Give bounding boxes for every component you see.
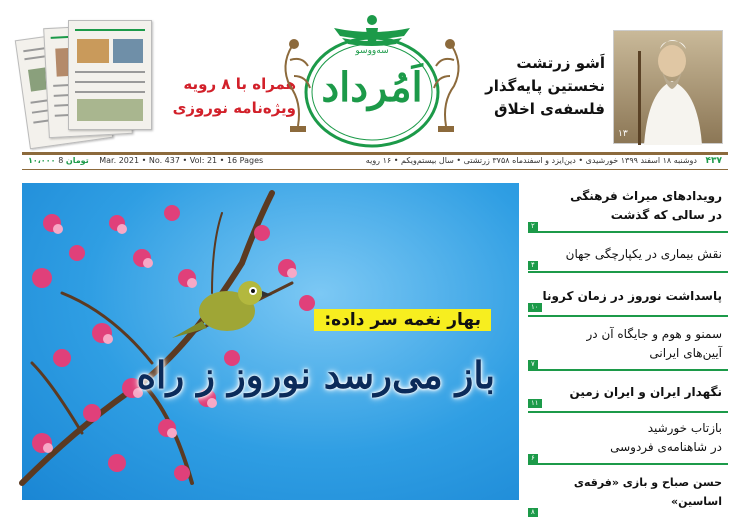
- sidebar-item[interactable]: [528, 187, 728, 230]
- portrait-page-number: ۱۳: [618, 129, 628, 139]
- zarathustra-line: فلسفه‌ی اخلاق: [494, 100, 605, 118]
- sidebar-item[interactable]: [528, 325, 728, 368]
- sidebar-item[interactable]: [528, 473, 728, 516]
- amordad-logo[interactable]: [272, 6, 472, 152]
- page-number-badge: ۱۰: [528, 303, 542, 312]
- page-number-badge: ۴: [528, 261, 538, 270]
- blossom-branch-illustration: [22, 183, 519, 500]
- newspaper-title: اَمُرداد: [321, 64, 423, 111]
- divider: [528, 369, 728, 371]
- hero-subtitle: بهار نغمه سر داده:: [314, 309, 491, 331]
- masthead: [0, 0, 750, 152]
- hero-headline: باز می‌رسد نوروز ز راه: [136, 353, 495, 397]
- sidebar-item-line: نقش بیماری در یکپارچگی جهان: [565, 247, 722, 261]
- sidebar-item[interactable]: [528, 287, 728, 311]
- divider: [528, 463, 728, 465]
- sidebar-item-line: در شاهنامه‌ی فردوسی: [610, 440, 722, 454]
- sidebar-item-line: پاسداشت نوروز در زمان کرونا: [542, 289, 722, 303]
- logo-small-text: سه‌ووسو: [355, 46, 389, 56]
- sidebar-item[interactable]: [528, 383, 728, 407]
- zarathustra-line: اَشو زرتشت: [516, 54, 605, 72]
- zarathustra-headline[interactable]: [455, 52, 605, 121]
- promo-line: همراه با ۸ رویه: [183, 75, 296, 93]
- info-left: [28, 156, 263, 165]
- sidebar-item[interactable]: [528, 419, 728, 462]
- sidebar-item-line: رویدادهای میراث فرهنگی: [570, 189, 722, 203]
- persian-date-info: دوشنبه ۱۸ اسفند ۱۳۹۹ خورشیدی • دین‌ایزد و اسفندماه ۳۷۵۸ زرتشتی • سال بیستم‌ویکم • ۱۶ رویه: [365, 156, 697, 165]
- sidebar-item-line: آیین‌های ایرانی: [649, 346, 722, 360]
- divider: [528, 411, 728, 413]
- divider: [528, 231, 728, 233]
- hero-image[interactable]: [22, 183, 519, 500]
- issue-number: ۴۳۷: [705, 156, 722, 166]
- newspaper-stack-image: [22, 20, 154, 142]
- zarathustra-line: نخستین پایه‌گذار: [485, 77, 605, 95]
- page-number-badge: ۲: [528, 222, 538, 231]
- page-number-badge: ۶: [528, 454, 538, 463]
- sidebar-item-line: نگهدار ایران و ایران زمین: [569, 385, 722, 399]
- sidebar-item-line: در سالی که گذشت: [610, 208, 722, 222]
- zarathustra-portrait[interactable]: [613, 30, 723, 144]
- sidebar-item-line: سمنو و هوم و جایگاه آن در: [586, 327, 722, 341]
- divider: [528, 315, 728, 317]
- page-number-badge: ۸: [528, 508, 538, 517]
- sidebar-item-line: حسن صباح و بازی «فرقه‌ی اساسین»: [573, 476, 722, 508]
- sidebar-item-line: بازتاب خورشید: [647, 421, 722, 435]
- english-issue-info: 8 Mar. 2021 • No. 437 • Vol: 21 • 16 Pages: [58, 156, 264, 165]
- price: ۱۰،۰۰۰ تومان: [28, 156, 89, 165]
- page-number-badge: ۷: [528, 360, 538, 369]
- issue-info-bar: [22, 152, 728, 170]
- sidebar-item[interactable]: [528, 245, 728, 269]
- info-right: [366, 156, 722, 166]
- promo-line: ویژه‌نامه نوروزی: [172, 99, 296, 117]
- divider: [528, 271, 728, 273]
- page-number-badge: ۱۱: [528, 399, 542, 408]
- contents-sidebar: [528, 183, 728, 516]
